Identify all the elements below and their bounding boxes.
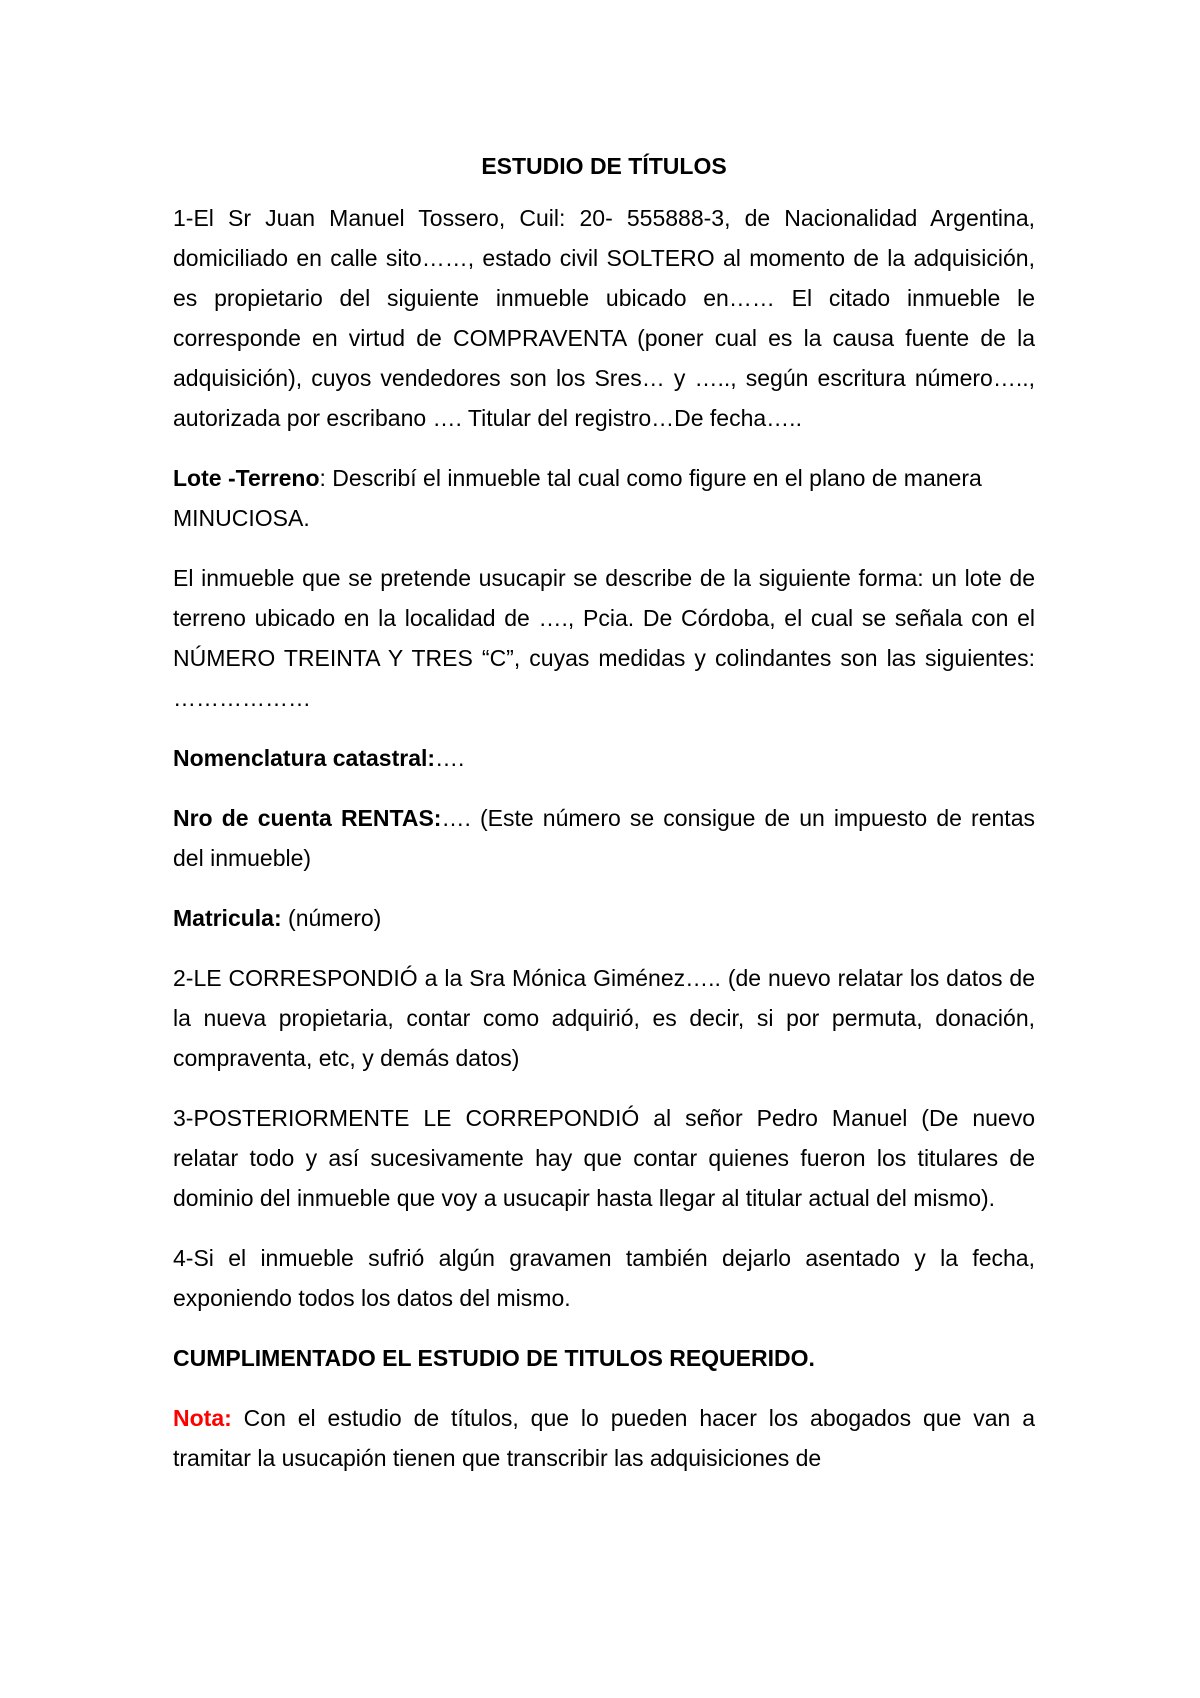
nomenclatura-label: Nomenclatura catastral: — [173, 745, 436, 771]
paragraph-conclusion: CUMPLIMENTADO EL ESTUDIO DE TITULOS REQUERIDO. — [173, 1345, 815, 1371]
nota-label: Nota: — [173, 1405, 232, 1431]
paragraph-description: El inmueble que se pretende usucapir se describe de la siguiente forma: un lote de terreno ubicado en la localidad de …., Pcia. De Córdoba, el cual se señala con el NÚMERO TREINTA Y TRES “C”, cuyas medidas y colindantes son las siguientes: ……………… — [173, 565, 1035, 711]
lote-text: : Describí el inmueble tal cual como figure en el plano de manera MINUCIOSA. — [173, 465, 982, 531]
document-title: ESTUDIO DE TÍTULOS — [481, 153, 727, 179]
cuenta-text: …. (Este número se consigue de un impuesto de rentas del inmueble) — [173, 805, 1035, 871]
paragraph-cuenta-rentas — [173, 798, 1035, 878]
matricula-text: (número) — [281, 905, 382, 931]
nomenclatura-text: …. — [435, 745, 465, 771]
paragraph-third-owner: 3-POSTERIORMENTE LE CORREPONDIÓ al señor Pedro Manuel (De nuevo relatar todo y así sucesivamente hay que contar quienes fueron los titulares de dominio del inmueble que voy a usucapir hasta llegar al titular actual del mismo). — [173, 1105, 1035, 1211]
paragraph-second-owner: 2-LE CORRESPONDIÓ a la Sra Mónica Giménez….. (de nuevo relatar los datos de la nueva propietaria, contar como adquirió, es decir, si por permuta, donación, compraventa, etc, y demás datos) — [173, 965, 1035, 1071]
matricula-label: Matricula: — [173, 905, 282, 931]
paragraph-gravamen: 4-Si el inmueble sufrió algún gravamen también dejarlo asentado y la fecha, exponiendo todos los datos del mismo. — [173, 1245, 1035, 1311]
paragraph-owner: 1-El Sr Juan Manuel Tossero, Cuil: 20- 555888-3, de Nacionalidad Argentina, domiciliado en calle sito……, estado civil SOLTERO al momento de la adquisición, es propietario del siguiente inmueble ubicado en…… El citado inmueble le corresponde en virtud de COMPRAVENTA (poner cual es la causa fuente de la adquisición), cuyos vendedores son los Sres… y ….., según escritura número….., autorizada por escribano …. Titular del registro…De fecha….. — [173, 205, 1035, 431]
paragraph-matricula — [173, 898, 1035, 938]
paragraph-lote — [173, 458, 1035, 538]
document-body — [173, 146, 1035, 1498]
paragraph-nota — [173, 1398, 1035, 1478]
nota-text: Con el estudio de títulos, que lo pueden hacer los abogados que van a tramitar la usucapión tienen que transcribir las adquisiciones de — [173, 1405, 1035, 1471]
lote-label: Lote -Terreno — [173, 465, 320, 491]
paragraph-nomenclatura — [173, 738, 1035, 778]
cuenta-label: Nro de cuenta RENTAS: — [173, 805, 442, 831]
